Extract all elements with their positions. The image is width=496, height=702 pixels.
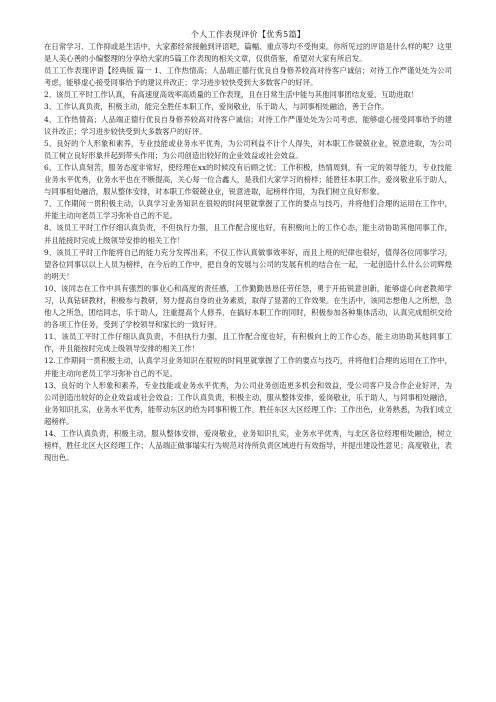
paragraph-item-5: 5、良好的个人形象和素养，专业技能或业务水平优秀，为公司利益不计个人得失，对本职工作兢兢业业，锐意进取，为公司员工树立良好形象并起到带头作用；为公司创造出较好的企业效益或社会效益。 bbox=[44, 138, 452, 160]
paragraph-item-9: 9、该员工平时工作能将自己的能力充分发挥出来，不仅工作认真做事效率好，而且上班的纪律也很好，值得各位同事学习，望各位同事以以上人员为榜样，在今后的工作中，把自身的发展与公司的发展有机的结合在一起，一起创造什么什么公司辉煌的明天！ bbox=[44, 247, 452, 281]
paragraph-section-1: 员工工作表现评语【经典版 篇一 1、工作热情高；人品端正德行优良自身修养较高对待客户诚信；对待工作严谨处处为公司考虑，能够虚心接受同事给予的建议并改正；学习进步较快受到大多数客户的好评。 bbox=[44, 66, 452, 88]
document-title: 个人工作表现评价【优秀5篇】 bbox=[190, 29, 306, 39]
paragraph-item-10: 10、该同志在工作中具有强烈的事业心和高度的责任感，工作勤勤恳恳任劳任怨，勇于开拓锐意创新，能够虚心向老教师学习，认真钻研教材，积极参与教研，努力提高自身的业务素质，取得了显著的工作效果。在生活中，该同志想他人之所想，急他人之所急，团结同志，乐于助人，注重提高个人修养，在搞好本职工作的同时，积极参加各种集体活动，认真完成组织交给的各项工作任务，受到了学校领导和家长的一致好评。 bbox=[44, 283, 452, 330]
paragraph-item-7: 7、工作期间一贯积极主动，认真学习业务知识在很短的时间里就掌握了工作的要点与技巧，并将他们合理的运用在工作中，并能主动向老员工学习弥补自己的不足。 bbox=[44, 199, 452, 221]
paragraph-intro: 在日常学习、工作抑或是生活中，大家都经常接触到评语吧，篇幅、重点等均不受拘束。你所见过的评语是什么样的呢？这里是人美心善的小编整理的分享给大家的5篇工作表现的相关文章，仅供借鉴，希望对大家有所启发。 bbox=[44, 42, 452, 64]
paragraph-item-6: 6、工作认真刻苦，服务态度非常好，使经理在xx的时候没有后顾之忧；工作积极，热情周到，有一定的领导能力，专业技能业务水平优秀，业务水平也在不断提高，关心每一位合鑫人，是我们大家学习的榜样；能胜任本职工作，爱岗敬业乐于助人，与同事相处融洽，服从整体安排，对本职工作兢兢业业，锐意进取，起榜样作用，为我们树立良好形象。 bbox=[44, 162, 452, 197]
paragraph-item-4: 4、工作热情高；人品端正德行优良自身修养较高对待客户诚信；对待工作严谨处处为公司考虑，能够虚心接受同事给予的建议并改正；学习进步较快受到大多数客户的好评。 bbox=[44, 114, 452, 136]
paragraph-item-3: 3、工作认真负责，积极主动，能完全胜任本职工作，爱岗敬业，乐于助人，与同事相处融洽，善于合作。 bbox=[44, 102, 389, 112]
paragraph-item-2: 2、该员工平时工作认真，有高速度高效率高质量的工作表现，且在日常生活中能与其他同事团结友爱，互助进取！ bbox=[44, 90, 419, 100]
paragraph-item-13: 13、良好的个人形象和素养，专业技能或业务水平优秀，为公司业务创造更多机会和效益，受公司客户及合作企业好评，为公司创造出较好的企业效益或社会效益；工作认真负责，积极主动，服从整体安排，爱岗敬业，乐于助人，与同事相处融洽，业务知识扎实，业务水平优秀，能带动东区的给为同事积极工作，胜任东区大区经理工作；工作出色，业务熟悉，为我们成立超榜样。 bbox=[44, 380, 452, 426]
paragraph-item-8: 8、该员工平时工作仔细认真负责，不但执行力强，且工作配合度也好，有积极向上的工作心态，能主动协助其他同事工作，并且能接时完成上级领导安排的相关工作！ bbox=[44, 223, 452, 245]
paragraph-item-14: 14、工作认真负责，积极主动，服从整体安排，爱岗敬业，业务知识扎实，业务水平优秀，与北区各位经理相处融洽，树立榜样，胜任北区大区经理工作；人品端正做事塌实行为规范对待所负责区域进行有效指导，并提出建设性意见；高度敬业，表现出色。 bbox=[44, 429, 452, 463]
paragraph-item-11: 11、该员工平时工作仔细认真负责，不但执行力强，且工作配合度也好，有积极向上的工作心态，能主动协助其他同事工作，并且能按时完成上级领导安排的相关工作！ bbox=[44, 332, 452, 354]
paragraph-item-12: 12.工作期间一贯积极主动，认真学习业务知识在很短的时间里就掌握了工作的要点与技巧，并将他们合理的运用在工作中，并能主动向老员工学习弥补自己的不足。 bbox=[44, 356, 452, 378]
